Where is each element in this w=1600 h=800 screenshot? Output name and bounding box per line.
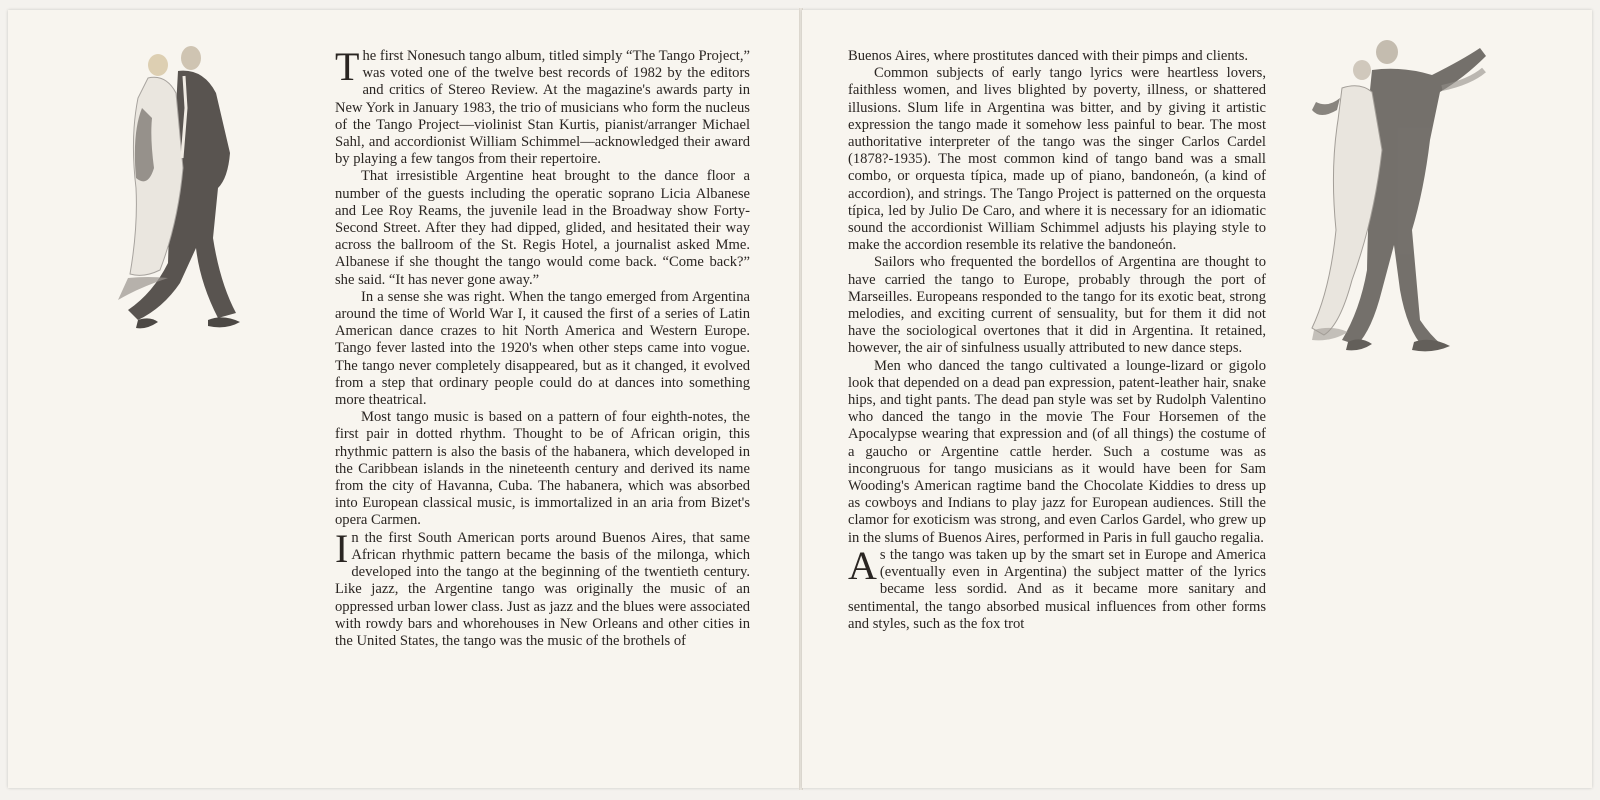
paragraph: Common subjects of early tango lyrics were heartless lovers, faithless women, and lives blighted by poverty, illness, or shattered illusions. Slum life in Argentina was bitter, and by giving it artistic expression the tango made it somehow less painful to bear. The most authoritative interpreter of the tango was the singer Carlos Cardel (1878?-1935). The most common kind of tango band was a small combo, or orquesta típica, made up of piano, bandoneón, (a kind of accordion), and strings. The Tango Project is patterned on the orquesta típica, led by Julio De Caro, and where it is necessary for an idiomatic sound the accordionist William Schimmel adjusts his playing style to make the accordion resemble its relative the bandoneón. [848, 65, 1266, 254]
drop-cap: T [335, 44, 360, 89]
paragraph: Men who danced the tango cultivated a lounge-lizard or gigolo look that depended on a dead pan expression, patent-leather hair, snake hips, and tight pants. The dead pan style was set by Rudolph Valentino who danced the tango in the movie The Four Horsemen of the Apocalypse wearing that expression and (of all things) the costume of a gaucho or Argentine cattle herder. Such a costume was as incongruous for tango musicians as it would have been for Sam Wooding's American ragtime band the Chocolate Kiddies to dress up as cowboys and Indians to play jazz for European audiences. Still the clamor for exoticism was strong, and even Carlos Gardel, who grew up in the slums of Buenos Aires, performed in Paris in full gaucho regalia. [848, 357, 1266, 546]
left-text-column [335, 44, 750, 650]
dancing-couple-illustration [1302, 30, 1492, 360]
paragraph: Buenos Aires, where prostitutes danced with their pimps and clients. [848, 48, 1249, 64]
paragraph [848, 542, 1266, 633]
dancing-couple-illustration [108, 38, 268, 343]
paragraph: Sailors who frequented the bordellos of Argentina are thought to have carried the tango to Europe, probably through the port of Marseilles. Europeans responded to the tango for its exotic beat, strong melodies, and exciting current of sensuality, but for them it did not have the sociological overtones that it did in Argentina. It retained, however, the air of sinfulness usually attributed to new dance steps. [848, 254, 1266, 357]
paragraph-text: he first Nonesuch tango album, titled simply “The Tango Project,” was voted one of the twelve best records of 1982 by the editors and critics of Stereo Review. At the magazine's awards party in New York in January 1983, the trio of musicians who form the nucleus of the Tango Project—violinist Stan Kurtis, pianist/arranger Michael Sahl, and accordionist William Schimmel—acknowledged their award by playing a few tangos from their repertoire. [335, 48, 750, 168]
paragraph: In a sense she was right. When the tango emerged from Argentina around the time of World War I, it caused the first of a series of Latin American dance crazes to hit North America and Western Europe. Tango fever lasted into the 1920's when other steps came into vogue. The tango never completely disappeared, but as it changed, it evolved from a step that ordinary people could do at dances into something more theatrical. [335, 288, 750, 409]
left-page [8, 10, 800, 788]
right-text-column [848, 48, 1266, 633]
drop-cap: A [848, 542, 877, 588]
paragraph [335, 44, 750, 168]
paragraph: Most tango music is based on a pattern of four eighth-notes, the first pair in dotted rhythm. Thought to be of African origin, this rhythmic pattern is also the basis of the habanera, which developed in the Caribbean islands in the nineteenth century and derived its name from the city of Havanna, Cuba. The habanera, which was absorbed into European classical music, is immortalized in an aria from Bizet's opera Carmen. [335, 409, 750, 529]
right-page [802, 10, 1592, 788]
paragraph: That irresistible Argentine heat brought to the dance floor a number of the guests including the operatic soprano Licia Albanese and Lee Roy Reams, the juvenile lead in the Broadway show Forty-Second Street. After they had dipped, glided, and hesitated their way across the ballroom of the St. Regis Hotel, a journalist asked Mme. Albanese if she thought the tango would come back. “Come back?” she said. “It has never gone away.” [335, 168, 750, 288]
drop-cap: I [335, 525, 349, 571]
paragraph [335, 525, 750, 650]
paragraph-text: s the tango was taken up by the smart set in Europe and America (eventually even in Argentina) the subject matter of the lyrics became less sordid. And as it became more sanitary and sentimental, the tango absorbed musical influences from other forms and styles, such as the fox trot [848, 546, 1266, 632]
paragraph-text: n the first South American ports around Buenos Aires, that same African rhythmic pattern became the basis of the milonga, which developed into the tango at the beginning of the twentieth century. Like jazz, the Argentine tango was originally the music of an oppressed urban lower class. Just as jazz and the blues were associated with rowdy bars and whorehouses in New Orleans and other cities in the United States, the tango was the music of the brothels of [335, 529, 750, 649]
